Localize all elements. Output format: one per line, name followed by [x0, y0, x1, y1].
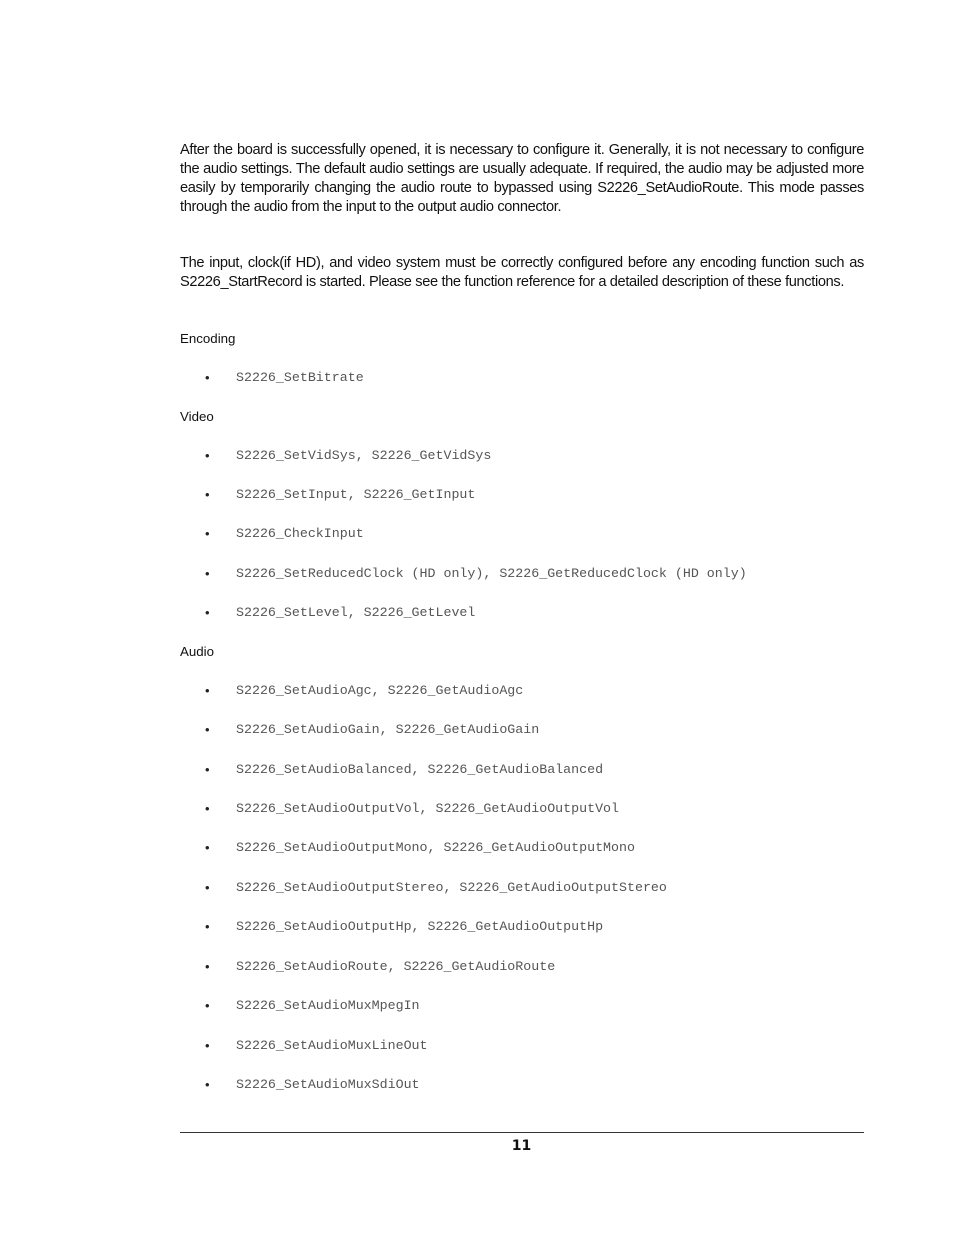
- bullet-icon: •: [205, 1076, 210, 1092]
- list-item: [205, 720, 539, 738]
- function-name: S2226_SetAudioOutputVol, S2226_GetAudioOutputVol: [236, 800, 620, 816]
- intro-paragraph: After the board is successfully opened, it is necessary to configure it. Generally, it is not necessary to configure the audio settings. The default audio settings are usually adequate. If required, the audio may be adjusted more easily by temporarily changing the audio route to bypassed using S2226_SetAudioRoute. This mode passes through the audio from the input to the output audio connector.: [180, 142, 864, 215]
- bullet-icon: •: [205, 486, 210, 502]
- bullet-icon: •: [205, 721, 210, 737]
- list-item: [205, 760, 603, 778]
- encoding-heading: Encoding: [180, 331, 236, 346]
- function-name: S2226_SetAudioBalanced, S2226_GetAudioBalanced: [236, 761, 604, 777]
- configuration-paragraph: The input, clock(if HD), and video system must be correctly configured before any encoding function such as S2226_StartRecord is started. Please see the function reference for a detailed description of these functions.: [180, 255, 864, 290]
- function-name: S2226_SetLevel, S2226_GetLevel: [236, 604, 476, 620]
- function-name: S2226_SetBitrate: [236, 369, 364, 385]
- function-name: S2226_CheckInput: [236, 525, 364, 541]
- function-name: S2226_SetAudioOutputStereo, S2226_GetAudioOutputStereo: [236, 879, 667, 895]
- list-item: [205, 603, 475, 621]
- bullet-icon: •: [205, 800, 210, 816]
- function-name: S2226_SetVidSys, S2226_GetVidSys: [236, 447, 492, 463]
- bullet-icon: •: [205, 918, 210, 934]
- bullet-icon: •: [205, 1037, 210, 1053]
- list-item: [205, 996, 420, 1014]
- function-name: S2226_SetInput, S2226_GetInput: [236, 486, 476, 502]
- function-name: S2226_SetAudioRoute, S2226_GetAudioRoute: [236, 958, 556, 974]
- list-item: [205, 917, 603, 935]
- function-name: S2226_SetAudioAgc, S2226_GetAudioAgc: [236, 682, 524, 698]
- audio-heading: Audio: [180, 644, 215, 659]
- list-item: [205, 878, 667, 896]
- bullet-icon: •: [205, 447, 210, 463]
- page-number: 11: [511, 1138, 532, 1154]
- function-name: S2226_SetAudioMuxLineOut: [236, 1037, 428, 1053]
- bullet-icon: •: [205, 369, 210, 385]
- list-item: [205, 838, 635, 856]
- list-item: [205, 1075, 420, 1093]
- bullet-icon: •: [205, 879, 210, 895]
- video-heading: Video: [180, 409, 214, 424]
- list-item: [205, 681, 523, 699]
- function-name: S2226_SetAudioMuxMpegIn: [236, 997, 420, 1013]
- bullet-icon: •: [205, 604, 210, 620]
- bullet-icon: •: [205, 525, 210, 541]
- function-name: S2226_SetAudioOutputHp, S2226_GetAudioOutputHp: [236, 918, 604, 934]
- list-item: [205, 485, 475, 503]
- list-item: [205, 799, 619, 817]
- function-name: S2226_SetAudioMuxSdiOut: [236, 1076, 420, 1092]
- list-item: [205, 446, 491, 464]
- bullet-icon: •: [205, 839, 210, 855]
- bullet-icon: •: [205, 997, 210, 1013]
- function-name: S2226_SetReducedClock (HD only), S2226_GetReducedClock (HD only): [236, 565, 747, 581]
- function-name: S2226_SetAudioOutputMono, S2226_GetAudioOutputMono: [236, 839, 635, 855]
- bullet-icon: •: [205, 761, 210, 777]
- list-item: [205, 1036, 428, 1054]
- bullet-icon: •: [205, 565, 210, 581]
- list-item: [205, 368, 364, 386]
- list-item: [205, 524, 364, 542]
- list-item: [205, 957, 555, 975]
- footer-divider: [180, 1132, 864, 1133]
- function-name: S2226_SetAudioGain, S2226_GetAudioGain: [236, 721, 540, 737]
- list-item: [205, 564, 747, 582]
- bullet-icon: •: [205, 682, 210, 698]
- bullet-icon: •: [205, 958, 210, 974]
